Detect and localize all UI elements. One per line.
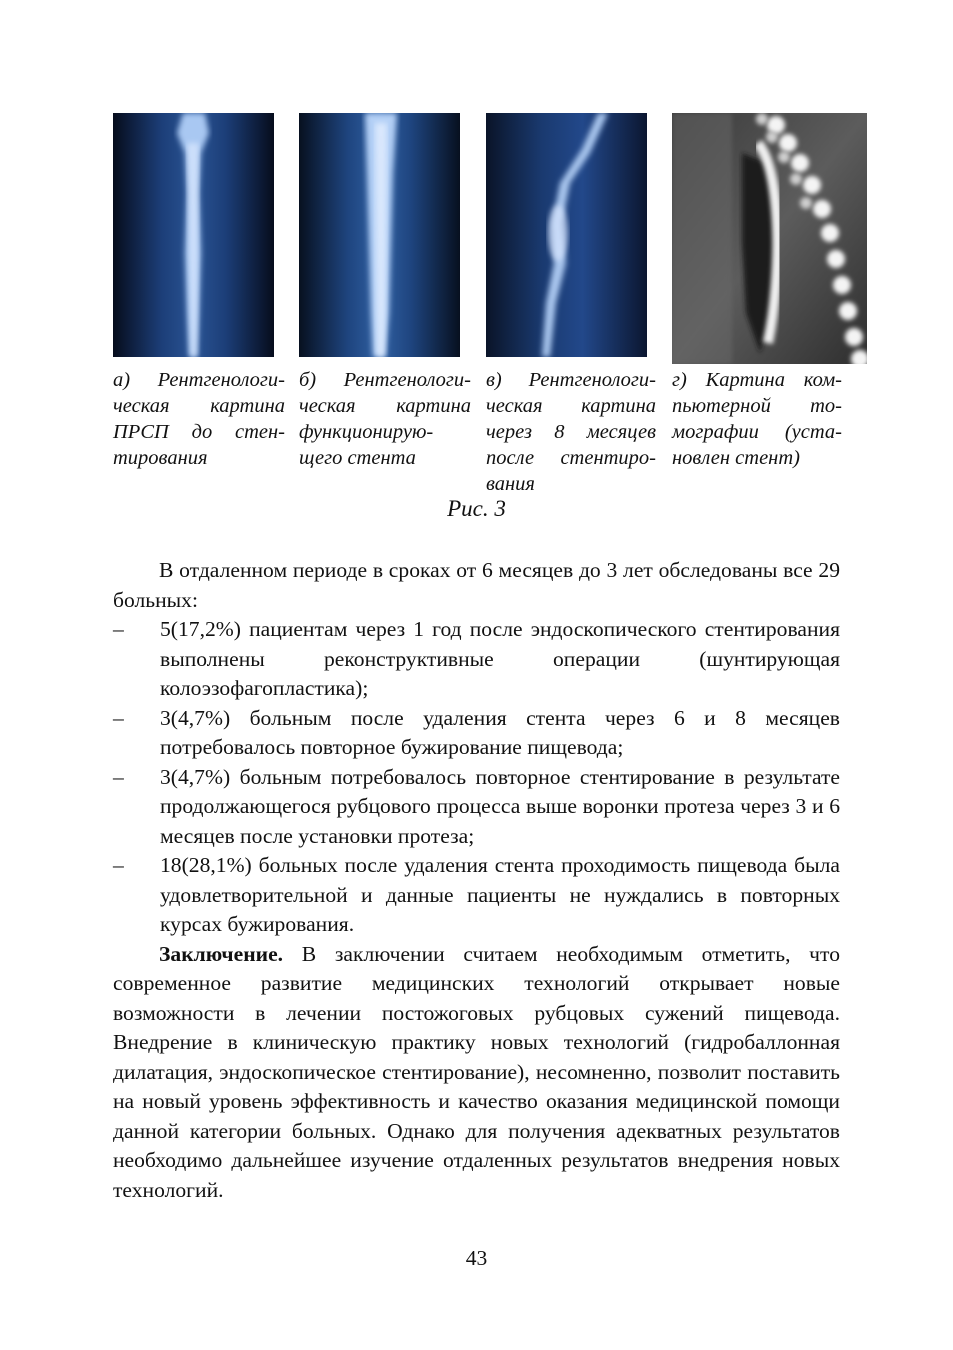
figure-image-b [299, 113, 460, 357]
main-text [113, 556, 840, 1205]
conclusion-paragraph [113, 940, 840, 1206]
figure-caption-b: б) Рентгенологи-ческая картина функционирую-щего стента [299, 369, 471, 469]
figure-caption-c: в) Рентгенологи-ческая картина через 8 месяцев после стентиро-вания [486, 369, 656, 495]
list-item-text: 18(28,1%) больных после удаления стента проходимость пищевода была удовлетворительной и данные пациенты не нуждались в повторных курсах бужирования. [160, 853, 840, 936]
figure-title: Рис. 3 [447, 496, 506, 521]
list-dash: – [113, 764, 124, 789]
results-list [113, 615, 840, 940]
list-dash: – [113, 617, 124, 641]
list-item-text: 3(4,7%) больным потребовалось повторное стентирование в результате продолжающегося рубцового процесса выше воронки протеза через 3 и 6 месяцев после установки протеза; [160, 764, 840, 848]
figure-caption-d: г) Картина ком-пьютерной то-мографии (уста-новлен стент) [672, 369, 842, 469]
list-item [113, 763, 840, 852]
figure-image-a [113, 113, 274, 357]
conclusion-text: В заключении считаем необходимым отметить, что современное развитие медицинских технологий открывает новые возможности в лечении постожоговых рубцовых сужений пищевода. Внедрение в клиническую практику новых технологий (гидробаллонная дилатация, эндоскопическое стентирование), несомненно, позволит поставить на новый уровень эффективность и качество оказания медицинской помощи данной категории больных. Однако для получения адекватных результатов необходимо дальнейшее изучение отдаленных результатов внедрения новых технологий. [113, 941, 840, 1202]
list-item-text: 3(4,7%) больным после удаления стента через 6 и 8 месяцев потребовалось повторное бужирование пищевода; [160, 705, 840, 759]
list-dash: – [113, 705, 124, 730]
list-dash: – [113, 853, 124, 877]
figure-image-d [672, 113, 867, 364]
list-item [113, 704, 840, 763]
list-item [113, 615, 840, 704]
list-item-text: 5(17,2%) пациентам через 1 год после эндоскопического стентирования выполнены реконструктивные операции (шунтирующая колоэзофагопластика); [160, 617, 840, 700]
figure-image-c [486, 113, 647, 357]
list-item [113, 851, 840, 940]
page-number: 43 [465, 1246, 488, 1270]
figure-caption-a: а) Рентгенологи-ческая картина ПРСП до стен-тирования [113, 369, 285, 469]
intro-paragraph: В отдаленном периоде в сроках от 6 месяцев до 3 лет обследованы все 29 больных: [113, 558, 840, 612]
conclusion-label: Заключение. [159, 941, 284, 966]
